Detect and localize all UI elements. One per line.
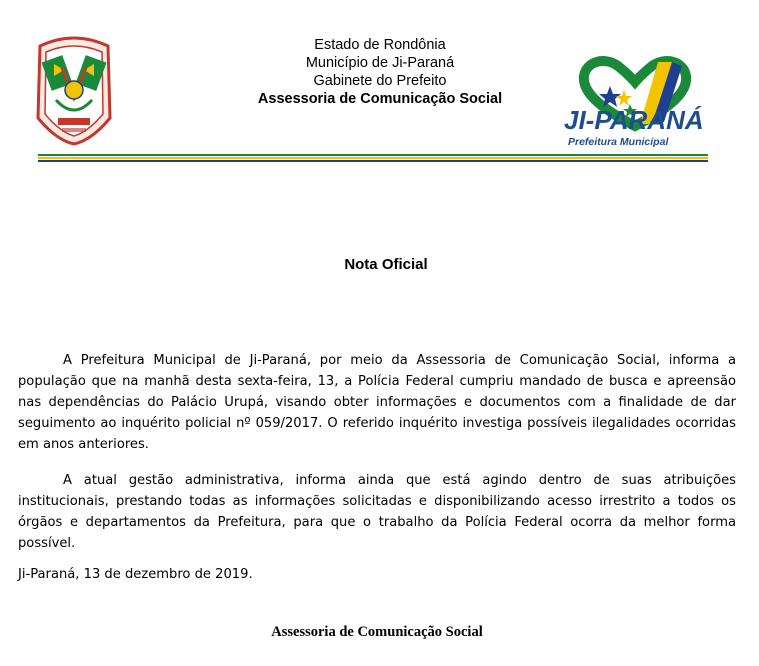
document-date: Ji-Paraná, 13 de dezembro de 2019. <box>18 567 253 582</box>
logo-title: JI-PARANÁ <box>564 105 704 135</box>
signature-line: Assessoria de Comunicação Social <box>271 624 483 640</box>
municipal-coat-of-arms-icon <box>32 28 116 146</box>
header-municipality: Município de Ji-Paraná <box>305 55 455 71</box>
blue-stripe <box>38 160 708 162</box>
header-department: Assessoria de Comunicação Social <box>257 91 503 107</box>
header-state: Estado de Rondônia <box>314 37 446 53</box>
document-title: Nota Oficial <box>344 256 428 273</box>
yellow-stripe <box>38 157 708 159</box>
paragraph-2: A atual gestão administrativa, informa ainda que está agindo dentro de suas atribuições institucionais, prestando todas as informações solicitadas e disponibilizando acesso irrestrito a todos os órgãos e departamentos da Prefeitura, para que o trabalho da Polícia Federal ocorra da melhor forma possível. <box>18 473 736 551</box>
green-stripe <box>38 154 708 156</box>
paragraph-1: A Prefeitura Municipal de Ji-Paraná, por meio da Assessoria de Comunicação Social, informa a população que na manhã desta sexta-feira, 13, a Polícia Federal cumpriu mandado de busca e apreensão nas dependências do Palácio Urupá, visando obter informações e documentos com a finalidade de dar seguimento ao inquérito policial nº 059/2017. O referido inquérito investiga possíveis ilegalidades ocorridas em anos anteriores. <box>18 353 736 452</box>
header-cabinet: Gabinete do Prefeito <box>313 73 447 89</box>
header-text-block <box>215 36 545 108</box>
header-divider-stripes <box>38 154 708 163</box>
logo-subtitle: Prefeitura Municipal <box>568 136 669 148</box>
